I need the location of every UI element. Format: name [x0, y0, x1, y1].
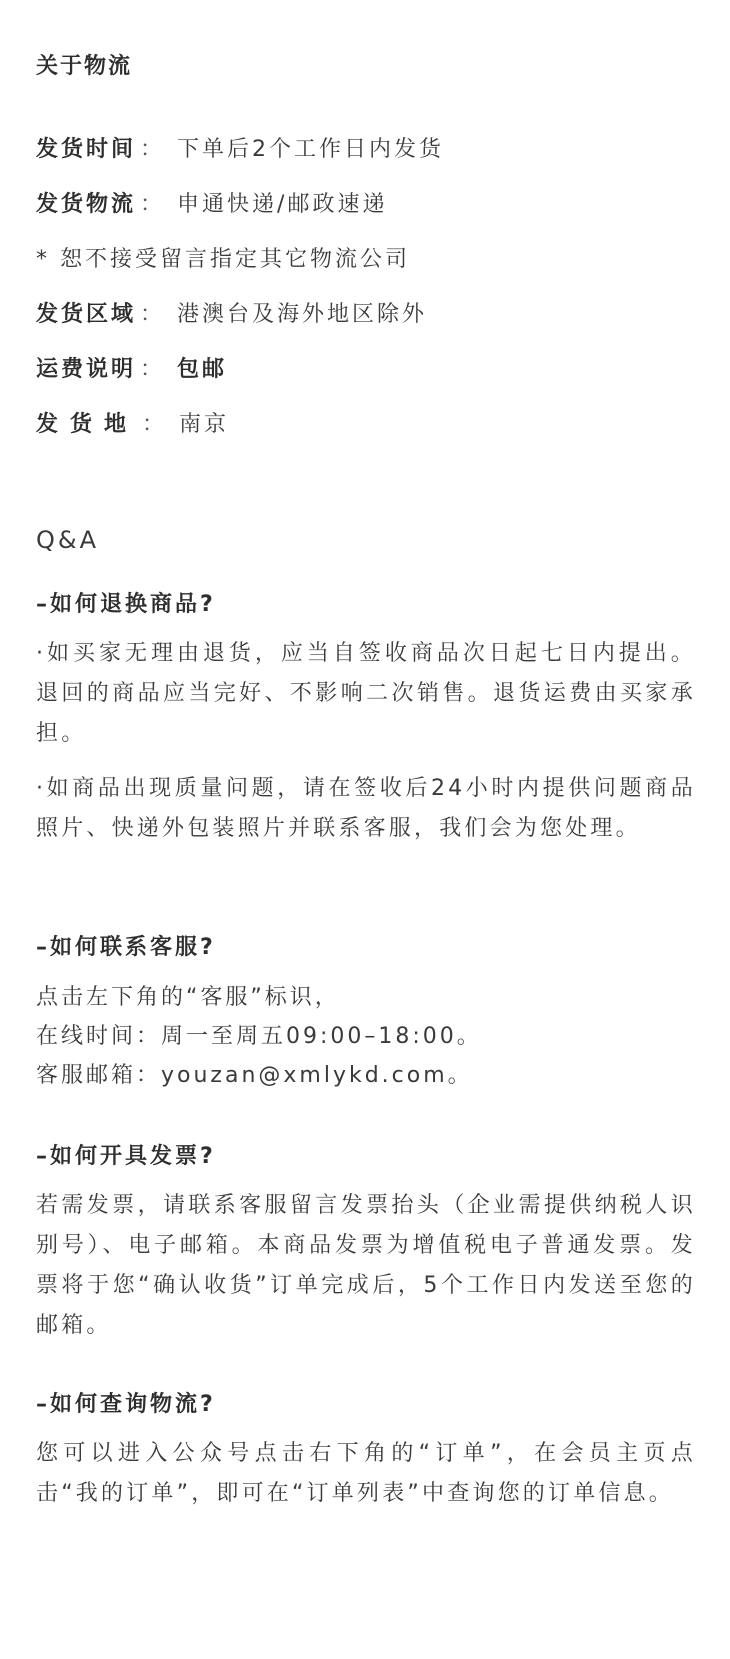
row-value: 港澳台及海外地区除外 — [177, 302, 428, 327]
row-separator: ： — [140, 357, 166, 382]
qa-answer-returns-paragraph: ·如买家无理由退货，应当自签收商品次日起七日内提出。退回的商品应当完好、不影响二次销售。退货运费由买家承担。 — [36, 641, 696, 746]
qa-answer-tracking-paragraph: 您可以进入公众号点击右下角的“订单”，在会员主页点击“我的订单”，即可在“订单列表”中查询您的订单信息。 — [36, 1441, 696, 1506]
logistics-row-carrier — [36, 190, 387, 220]
row-label: 发货区域 — [36, 302, 137, 327]
logistics-row-shipping-fee — [36, 355, 227, 385]
qa-question-invoice: –如何开具发票? — [36, 1144, 216, 1169]
row-value: 包邮 — [177, 357, 228, 382]
row-value: 下单后2个工作日内发货 — [177, 137, 445, 162]
row-label: 运费说明 — [36, 357, 137, 382]
logistics-note: * 恕不接受留言指定其它物流公司 — [36, 247, 410, 272]
row-label: 发货时间 — [36, 137, 137, 162]
qa-title: Q&A — [36, 526, 100, 554]
qa-answer-contact-email: 客服邮箱：youzan@xmlykd.com。 — [36, 1063, 473, 1088]
qa-answer-contact-hours: 在线时间：周一至周五09:00–18:00。 — [36, 1024, 482, 1049]
row-separator: ： — [140, 302, 166, 327]
logistics-row-ship-time — [36, 135, 444, 165]
row-label: 发货地 — [36, 412, 139, 437]
logistics-row-region — [36, 300, 427, 330]
logistics-title: 关于物流 — [36, 54, 133, 79]
qa-answer-invoice-paragraph: 若需发票，请联系客服留言发票抬头（企业需提供纳税人识别号）、电子邮箱。本商品发票为增值税电子普通发票。发票将于您“确认收货”订单完成后，5个工作日内发送至您的邮箱。 — [36, 1193, 696, 1338]
row-value: 申通快递/邮政速递 — [177, 192, 388, 217]
row-separator: ： — [140, 137, 166, 162]
logistics-row-origin — [36, 410, 229, 440]
row-separator: ： — [142, 412, 168, 437]
qa-question-contact: –如何联系客服? — [36, 935, 216, 960]
qa-answer-returns-paragraph: ·如商品出现质量问题，请在签收后24小时内提供问题商品照片、快递外包装照片并联系客服，我们会为您处理。 — [36, 776, 696, 841]
qa-question-tracking: –如何查询物流? — [36, 1392, 216, 1417]
qa-answer-contact-line: 点击左下角的“客服”标识， — [36, 985, 340, 1010]
row-label: 发货物流 — [36, 192, 137, 217]
row-separator: ： — [140, 192, 166, 217]
row-value: 南京 — [179, 412, 230, 437]
qa-question-returns: –如何退换商品? — [36, 592, 216, 617]
